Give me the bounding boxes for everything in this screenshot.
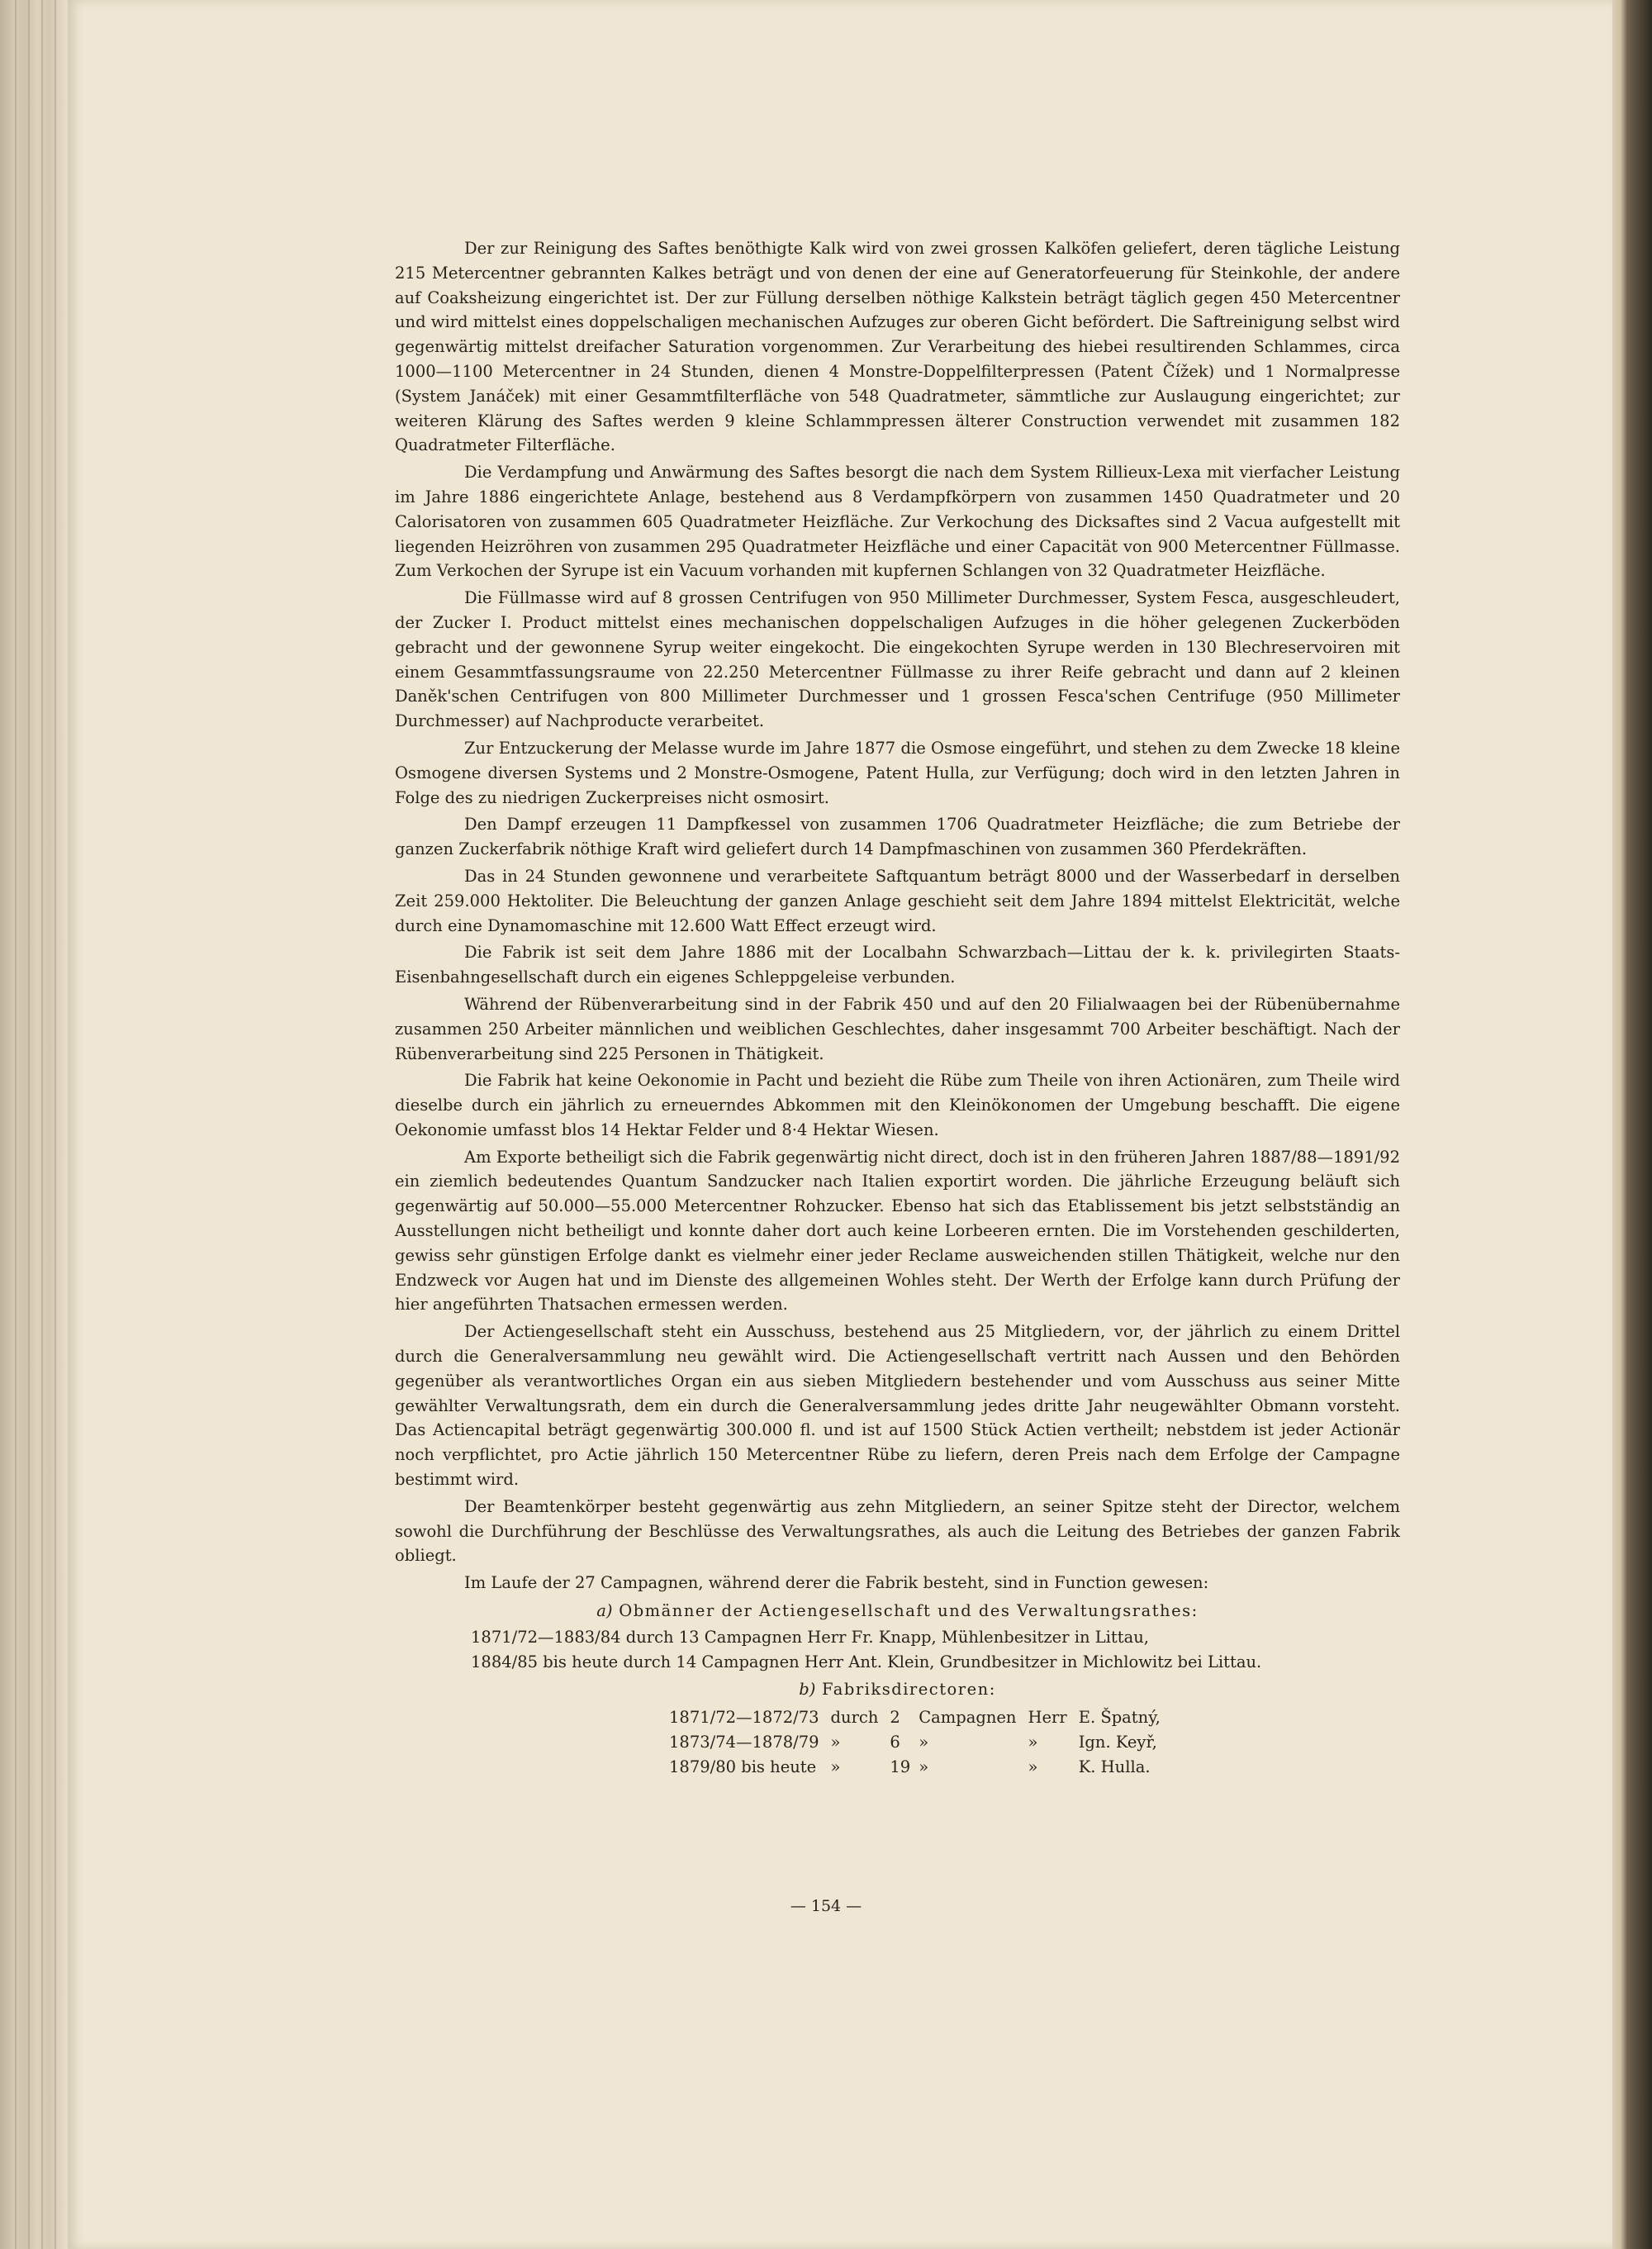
paragraph-lime-kilns: Der zur Reinigung des Saftes benöthigte Kalk wird von zwei grossen Kalköfen geliefert, deren tägliche Leistung 215 Metercentner gebrannten Kalkes beträgt und von denen der eine auf Generatorfeuerung für Steinkohle, der andere auf Coaksheizung eingerichtet ist. Der zur Füllung derselben nöthige Kalkstein beträgt täglich gegen 450 Metercentner und wird mittelst eines doppelschaligen mechanischen Aufzuges zur oberen Gicht befördert. Die Saftreinigung selbst wird gegenwärtig mittelst dreifacher Saturation vorgenommen. Zur Verarbeitung des hiebei resultirenden Schlammes, circa 1000—1100 Metercentner in 24 Stunden, dienen 4 Monstre-Doppelfilterpressen (Patent Čížek) und 1 Normalpresse (System Janáček) mit einer Gesammtfilterfläche von 548 Quadratmeter, sämmtliche zur Auslaugung eingerichtet; zur weiteren Klärung des Saftes werden 9 kleine Schlammpressen älterer Construction verwendet mit zusammen 182 Quadratmeter Filterfläche. (395, 239, 1400, 455)
paragraph-workers: Während der Rübenverarbeitung sind in der Fabrik 450 und auf den 20 Filialwaagen bei der Rübenübernahme zusammen 250 Arbeiter männlichen und weiblichen Geschlechtes, daher insgesammt 700 Arbeiter beschäftigt. Nach der Rübenverarbeitung sind 225 Personen in Thätigkeit. (395, 994, 1400, 1063)
chairmen-section (395, 1599, 1400, 1674)
director-name: E. Špatný, (1078, 1708, 1161, 1728)
paragraph-company: Der Actiengesellschaft steht ein Ausschuss, bestehend aus 25 Mitgliedern, vor, der jährlich zu einem Drittel durch die Generalversammlung neu gewählt wird. Die Actiengesellschaft vertritt nach Aussen und den Behörden gegenüber als verantwortliches Organ ein aus sieben Mitgliedern bestehender und vom Ausschuss aus seiner Mitte gewählter Verwaltungsrath, dem ein durch die Generalversammlung jedes dritte Jahr neugewählter Obmann vorsteht. Das Actiencapital beträgt gegenwärtig 300.000 fl. und ist auf 1500 Stück Actien vertheilt; nebstdem ist jeder Actionär noch verpflichtet, pro Actie jährlich 150 Metercentner Rübe zu liefern, deren Preis nach dem Erfolge der Campagne bestimmt wird. (395, 1322, 1400, 1490)
director-by: durch (830, 1708, 879, 1728)
director-unit: Campagnen (919, 1708, 1017, 1728)
director-title: » (1028, 1733, 1038, 1752)
directors-heading (395, 1677, 1400, 1702)
paragraph-functionaries-intro: Im Laufe der 27 Campagnen, während derer die Fabrik besteht, sind in Function gewesen: (464, 1573, 1209, 1593)
table-row (669, 1705, 1172, 1730)
paragraph-officials: Der Beamtenkörper besteht gegenwärtig aus zehn Mitgliedern, an seiner Spitze steht der Director, welchem sowohl die Durchführung der Beschlüsse des Verwaltungsrathes, als auch die Leitung des Betriebes der ganzen Fabrik obliegt. (395, 1496, 1400, 1566)
director-unit: » (919, 1757, 929, 1776)
section-heading-text: Obmänner der Actiengesellschaft und des Verwaltungsrathes: (619, 1601, 1199, 1621)
director-name: Ign. Keyř, (1078, 1733, 1157, 1752)
table-row (669, 1755, 1172, 1780)
chairmen-heading (395, 1599, 1400, 1624)
directors-table (669, 1705, 1172, 1779)
director-period: 1879/80 bis heute (669, 1757, 817, 1776)
chairman-entry: 1871/72—1883/84 durch 13 Campagnen Herr Fr. Knapp, Mühlenbesitzer in Littau, (471, 1627, 1149, 1647)
paragraph-osmosis: Zur Entzuckerung der Melasse wurde im Jahre 1877 die Osmose eingeführt, und stehen zu dem Zwecke 18 kleine Osmogene diversen Systems und 2 Monstre-Osmogene, Patent Hulla, zur Verfügung; doch wird in den letzten Jahren in Folge des zu niedrigen Zuckerpreises nicht osmosirt. (395, 738, 1400, 807)
director-by: » (830, 1733, 841, 1752)
director-period: 1873/74—1878/79 (669, 1733, 819, 1752)
directors-section (395, 1677, 1400, 1779)
director-title: Herr (1028, 1708, 1067, 1728)
director-count: 6 (890, 1733, 900, 1752)
table-row (669, 1730, 1172, 1755)
paragraph-steam: Den Dampf erzeugen 11 Dampfkessel von zusammen 1706 Quadratmeter Heizfläche; die zum Betriebe der ganzen Zuckerfabrik nöthige Kraft wird geliefert durch 14 Dampfmaschinen von zusammen 360 Pferdekräften. (395, 815, 1400, 859)
director-period: 1871/72—1872/73 (669, 1708, 819, 1728)
section-marker: a) (596, 1601, 613, 1621)
paragraph-economy: Die Fabrik hat keine Oekonomie in Pacht und bezieht die Rübe zum Theile von ihren Actionären, zum Theile wird dieselbe durch ein jährlich zu erneuerndes Abkommen mit den Kleinökonomen der Umgebung beschafft. Die eigene Oekonomie umfasst blos 14 Hektar Felder und 8·4 Hektar Wiesen. (395, 1071, 1400, 1139)
director-count: 2 (890, 1708, 900, 1728)
director-title: » (1028, 1757, 1038, 1776)
paragraph-export: Am Exporte betheiligt sich die Fabrik gegenwärtig nicht direct, doch ist in den früheren Jahren 1887/88—1891/92 ein ziemlich bedeutendes Quantum Sandzucker nach Italien exportirt worden. Die jährliche Erzeugung beläuft sich gegenwärtig auf 50.000—55.000 Metercentner Rohzucker. Ebenso hat sich das Etablissement bis jetzt selbstständig an Ausstellungen nicht betheiligt und konnte daher dort auch keine Lorbeeren ernten. Die im Vorstehenden geschilderten, gewiss sehr günstigen Erfolge dankt es vielmehr einer jeder Reclame ausweichenden stillen Thätigkeit, welche nur den Endzweck vor Augen hat und im Dienste des allgemeinen Wohles steht. Der Werth der Erfolge kann durch Prüfung der hier angeführten Thatsachen ermessen werden. (395, 1147, 1400, 1315)
director-unit: » (919, 1733, 929, 1752)
body-text (395, 236, 1400, 1780)
paragraph-evaporation: Die Verdampfung und Anwärmung des Saftes besorgt die nach dem System Rillieux-Lexa mit vierfacher Leistung im Jahre 1886 eingerichtete Anlage, bestehend aus 8 Verdampfkörpern von zusammen 1450 Quadratmeter und 20 Calorisatoren von zusammen 605 Quadratmeter Heizfläche. Zur Verkochung des Dicksaftes sind 2 Vacua aufgestellt mit liegenden Heizröhren von zusammen 295 Quadratmeter Heizfläche und einer Capacität von 900 Metercentner Füllmasse. Zum Verkochen der Syrupe ist ein Vacuum vorhanden mit kupfernen Schlangen von 32 Quadratmeter Heizfläche. (395, 463, 1400, 581)
section-heading-text: Fabriksdirectoren: (822, 1680, 996, 1700)
paragraph-centrifuges: Die Füllmasse wird auf 8 grossen Centrifugen von 950 Millimeter Durchmesser, System Fesca, ausgeschleudert, der Zucker I. Product mittelst eines mechanischen doppelschaligen Aufzuges in die höher gelegenen Zuckerböden gebracht und der gewonnene Syrup weiter eingekocht. Die eingekochten Syrupe werden in 130 Blechreservoiren mit einem Gesammtfassungsraume von 22.250 Metercentner Füllmasse zu ihrer Reife gebracht und dann auf 2 kleinen Daněk'schen Centrifugen von 800 Millimeter Durchmesser und 1 grossen Fesca'schen Centrifuge (950 Millimeter Durchmesser) auf Nachproducte verarbeitet. (395, 588, 1400, 731)
paragraph-railway: Die Fabrik ist seit dem Jahre 1886 mit der Localbahn Schwarzbach—Littau der k. k. privilegirten Staats-Eisenbahngesellschaft durch ein eigenes Schleppgeleise verbunden. (395, 943, 1400, 987)
director-count: 19 (890, 1757, 911, 1776)
chairman-entry: 1884/85 bis heute durch 14 Campagnen Herr Ant. Klein, Grundbesitzer in Michlowitz bei Littau. (471, 1652, 1262, 1671)
director-name: K. Hulla. (1078, 1757, 1151, 1776)
page-number: — 154 — (790, 1897, 862, 1915)
director-by: » (830, 1757, 841, 1776)
paragraph-juice-quantity: Das in 24 Stunden gewonnene und verarbeitete Saftquantum beträgt 8000 und der Wasserbedarf in derselben Zeit 259.000 Hektoliter. Die Beleuchtung der ganzen Anlage geschieht seit dem Jahre 1894 mittelst Elektricität, welche durch eine Dynamomaschine mit 12.600 Watt Effect erzeugt wird. (395, 866, 1400, 935)
section-marker: b) (799, 1680, 816, 1700)
